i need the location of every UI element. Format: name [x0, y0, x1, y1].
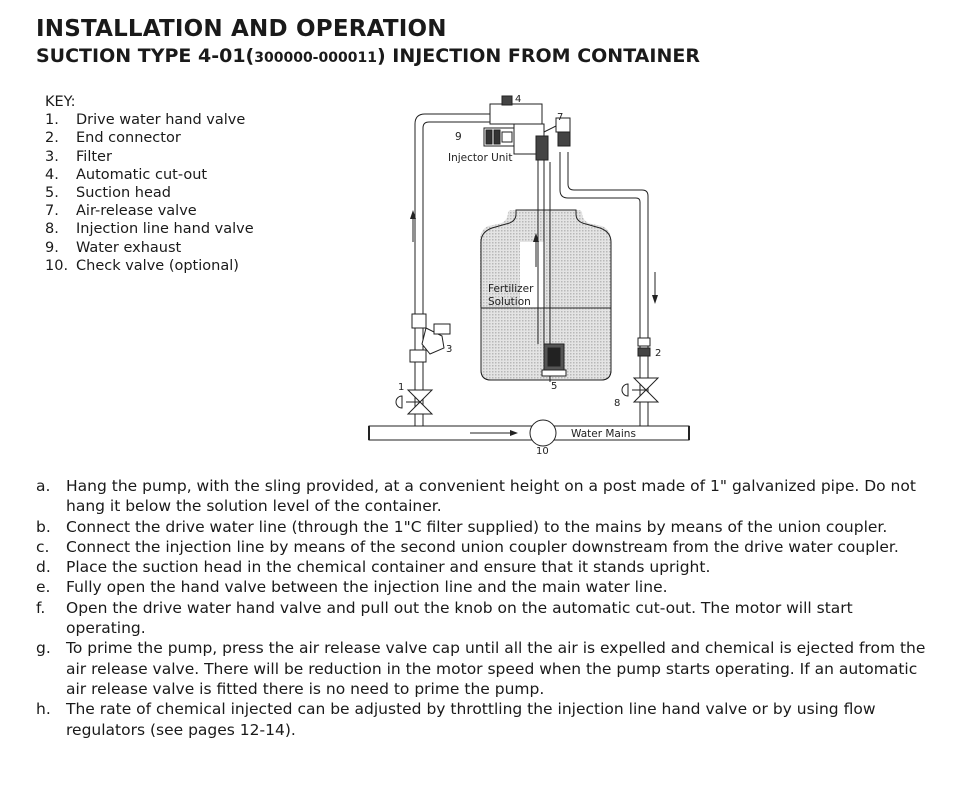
key-item-label: Water exhaust — [76, 239, 182, 256]
subtitle-prefix: SUCTION TYPE 4-01( — [36, 45, 255, 67]
key-item — [45, 148, 254, 166]
key-item-number: 3. — [45, 148, 59, 165]
step-letter: d. — [36, 558, 51, 577]
key-item-label: Automatic cut-out — [76, 166, 208, 183]
key-item — [45, 166, 254, 184]
callout-1: 1 — [398, 382, 405, 393]
key-item-label: End connector — [76, 130, 181, 147]
callout-2: 2 — [655, 348, 662, 359]
injector-unit — [484, 96, 570, 160]
page-title: INSTALLATION AND OPERATION — [36, 16, 447, 42]
key-item — [45, 239, 254, 257]
key-item — [45, 220, 254, 238]
step-text: Connect the injection line by means of the second union coupler downstream from the drive water coupler. — [66, 537, 899, 556]
callout-7: 7 — [557, 112, 564, 123]
injector-unit-label: Injector Unit — [448, 152, 513, 164]
model-code: 300000-000011 — [254, 50, 377, 66]
callout-4: 4 — [515, 94, 522, 105]
step-item — [36, 517, 936, 537]
key-item — [45, 129, 254, 147]
key-item-label: Suction head — [76, 185, 171, 202]
key-item-number: 4. — [45, 166, 59, 183]
page-subtitle — [36, 45, 700, 67]
callout-8: 8 — [614, 398, 621, 409]
instruction-steps — [36, 476, 936, 740]
step-item — [36, 699, 936, 740]
step-text: Open the drive water hand valve and pull out the knob on the automatic cut-out. The motor will start operating. — [66, 598, 853, 638]
step-text: Fully open the hand valve between the injection line and the main water line. — [66, 578, 668, 597]
key-item-number: 10. — [45, 257, 69, 274]
step-item — [36, 476, 936, 517]
step-text: Place the suction head in the chemical container and ensure that it stands upright. — [66, 558, 711, 577]
key-item-number: 2. — [45, 130, 59, 147]
key-item-number: 7. — [45, 203, 59, 220]
callout-3: 3 — [446, 344, 453, 355]
water-mains-label: Water Mains — [571, 428, 636, 440]
step-text: Hang the pump, with the sling provided, at a convenient height on a post made of 1" galvanized pipe. Do not hang it below the solution level of the container. — [66, 477, 916, 516]
step-text: Connect the drive water line (through the 1"C filter supplied) to the mains by means of the union coupler. — [66, 517, 888, 536]
key-item — [45, 111, 254, 129]
key-heading: KEY: — [45, 94, 76, 110]
key-item-label: Filter — [76, 148, 112, 165]
injection-line-hand-valve — [622, 378, 658, 402]
step-item — [36, 598, 936, 639]
step-item — [36, 638, 936, 699]
step-item — [36, 537, 936, 557]
step-item — [36, 577, 936, 597]
drive-water-hand-valve — [396, 390, 432, 414]
key-item-number: 1. — [45, 112, 59, 129]
key-item-number: 5. — [45, 185, 59, 202]
key-item-number: 8. — [45, 221, 59, 238]
step-letter: e. — [36, 578, 51, 597]
step-letter: g. — [36, 639, 51, 658]
step-letter: b. — [36, 517, 51, 536]
injection-arrow-icon — [652, 272, 658, 304]
installation-diagram — [360, 92, 700, 457]
fertilizer-label-line2: Solution — [488, 296, 531, 308]
step-item — [36, 557, 936, 577]
suction-head — [542, 344, 566, 376]
filter — [410, 314, 453, 362]
check-valve — [530, 420, 556, 446]
subtitle-suffix: ) INJECTION FROM CONTAINER — [376, 45, 700, 67]
key-item — [45, 184, 254, 202]
key-item-number: 9. — [45, 239, 59, 256]
key-item — [45, 202, 254, 220]
water-mains-pipe — [369, 426, 689, 440]
step-letter: h. — [36, 700, 51, 719]
step-letter: f. — [36, 598, 46, 617]
key-item-label: Drive water hand valve — [76, 112, 246, 129]
key-item-label: Check valve (optional) — [76, 257, 239, 274]
key-item-label: Injection line hand valve — [76, 221, 254, 238]
callout-10: 10 — [536, 446, 549, 457]
step-letter: c. — [36, 537, 50, 556]
step-letter: a. — [36, 477, 51, 495]
step-text: To prime the pump, press the air release valve cap until all the air is expelled and chemical is ejected from the air release valve. There will be reduction in the motor speed when the pump starts operating. If an automatic air release valve is fitted there is no need to prime the pump. — [66, 639, 926, 698]
key-item-label: Air-release valve — [76, 203, 197, 220]
callout-5: 5 — [551, 381, 558, 392]
callout-9: 9 — [455, 131, 462, 143]
fertilizer-label-line1: Fertilizer — [488, 283, 534, 295]
key-item — [45, 257, 254, 275]
key-legend — [45, 93, 254, 275]
step-text: The rate of chemical injected can be adjusted by throttling the injection line hand valve or by using flow regulators (see pages 12-14). — [66, 700, 876, 739]
